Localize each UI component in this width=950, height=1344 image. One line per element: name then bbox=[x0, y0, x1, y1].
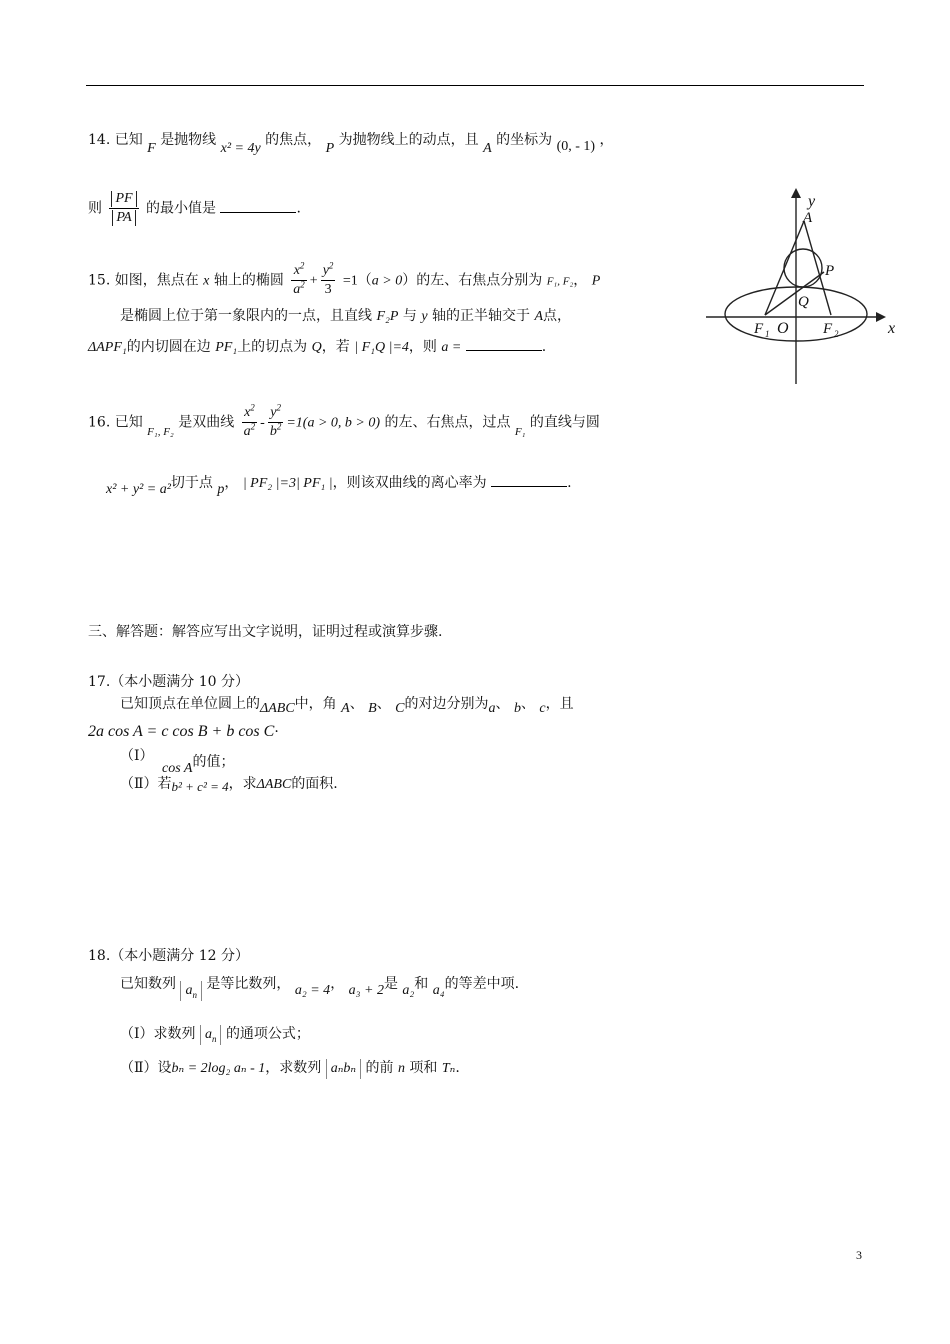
q18-line1 bbox=[120, 974, 520, 1000]
q15-foci: F₁, F₂ bbox=[546, 275, 574, 288]
q17-condition: b² + c² = 4 bbox=[171, 779, 229, 794]
q17-heading: 17.（本小题满分 10 分） bbox=[88, 674, 249, 690]
q16-eq: =1(a > 0, b > 0) bbox=[286, 415, 381, 431]
q18-a2-term: a₂ bbox=[402, 983, 415, 998]
q14-F: F bbox=[147, 141, 156, 156]
q17-part2-label: （Ⅱ）若 bbox=[120, 776, 172, 792]
q14-text: 的坐标为 bbox=[496, 132, 553, 148]
q18-seq-sub: n bbox=[211, 1033, 217, 1044]
label-F2: F bbox=[823, 321, 833, 337]
q16-text: 切于点 bbox=[170, 475, 213, 491]
q17-c: c bbox=[539, 701, 546, 716]
q18-n: n bbox=[397, 1061, 405, 1076]
label-F1: F bbox=[754, 321, 764, 337]
q14-text: 为抛物线上的动点，且 bbox=[338, 132, 479, 148]
label-P: P bbox=[825, 263, 835, 279]
q17-text: ，求 bbox=[228, 776, 257, 792]
q16-text: 的左、右焦点，过点 bbox=[384, 414, 511, 431]
q15-frac-x: $\frac{x^2}{a^2}$ bbox=[293, 260, 305, 297]
q16-line1: 16. 已知 $_{F_1, F_2}$ 是双曲线 $\frac{x^2}{a^2}$ - $\frac{y^2}{b^2}$ =1(a > 0, b > 0) 的左、右焦点，过点 $_{F_1}$ 的直线与圆 bbox=[88, 402, 600, 439]
q18-text: 和 bbox=[414, 976, 429, 992]
q17-triangle: ΔABC bbox=[260, 701, 295, 716]
q18-a4: a₄ bbox=[432, 983, 445, 998]
q18-text: 的通项公式； bbox=[225, 1026, 310, 1042]
q14-text: 则 bbox=[88, 200, 102, 217]
label-F1-sub: 1 bbox=[765, 329, 770, 339]
q15-period: . bbox=[541, 339, 547, 355]
q16-text: 是双曲线 bbox=[178, 414, 235, 431]
q17-text: 的面积. bbox=[291, 776, 338, 792]
q17-triangle: ΔABC bbox=[256, 777, 292, 792]
q18-comma: ， bbox=[330, 976, 345, 992]
x-arrow bbox=[876, 312, 886, 322]
q18-anbn: aₙbₙ bbox=[326, 1059, 361, 1079]
q18-a3: a₃ + 2 bbox=[348, 983, 384, 998]
header-rule bbox=[86, 85, 864, 86]
q15-text: 的内切圆在边 bbox=[126, 339, 211, 355]
q18-heading: 18.（本小题满分 12 分） bbox=[88, 948, 249, 964]
q15-text: 15. 如图，焦点在 bbox=[88, 272, 199, 289]
q17-b: b bbox=[513, 701, 521, 716]
q16-p: p bbox=[217, 482, 225, 497]
q17-a: a bbox=[488, 701, 496, 716]
q18-a2: a₂ = 4 bbox=[294, 983, 331, 998]
page-number: 3 bbox=[856, 1248, 862, 1262]
q14-parabola-eq: x² = 4y bbox=[220, 141, 261, 156]
q16-answer-blank[interactable] bbox=[491, 472, 567, 487]
q15-a: a = bbox=[441, 340, 462, 355]
q14-text: 的最小值是 bbox=[146, 200, 217, 217]
q15-cond: a > 0 bbox=[371, 273, 403, 289]
q15-eq: =1（ bbox=[342, 273, 372, 289]
q16-circle-eq: x² + y² = a² bbox=[106, 482, 171, 497]
q15-line2 bbox=[120, 306, 571, 327]
label-O: O bbox=[777, 320, 789, 337]
label-y: y bbox=[808, 193, 816, 210]
q16-cond: | PF₂ |=3| PF₁ | bbox=[242, 476, 333, 491]
q18-text: 已知数列 bbox=[120, 976, 176, 992]
q15-text: 是椭圆上位于第一象限内的一点，且直线 bbox=[120, 308, 372, 324]
q14-ratio bbox=[109, 190, 138, 227]
label-x: x bbox=[888, 320, 896, 337]
q15-triangle: ΔAPF₁ bbox=[88, 340, 127, 355]
q18-text: 是 bbox=[383, 976, 398, 992]
q14-text: 是抛物线 bbox=[160, 132, 217, 148]
q18-text: 是等比数列， bbox=[206, 976, 291, 992]
q18-text: 的前 bbox=[365, 1060, 394, 1076]
q15-A: A bbox=[534, 309, 544, 324]
q17-equation: 2a cos A = c cos B + b cos C bbox=[88, 723, 275, 740]
ellipse-figure bbox=[706, 188, 906, 388]
q17-part1-body bbox=[162, 752, 235, 776]
q16-text: ，则该双曲线的离心率为 bbox=[332, 475, 487, 491]
q15-text: 点， bbox=[543, 308, 572, 324]
q15-F2P: F₂P bbox=[376, 309, 399, 324]
q14-text: ， bbox=[599, 132, 614, 148]
q18-sequence bbox=[200, 1025, 222, 1045]
q15-x: x bbox=[203, 273, 210, 289]
q14-period: . bbox=[296, 200, 301, 217]
q14-P: P bbox=[325, 141, 335, 156]
q17-dot: · bbox=[274, 724, 279, 740]
q14-frac-den: PA bbox=[112, 210, 135, 226]
q16-line2 bbox=[106, 472, 572, 497]
q14-text: 的焦点， bbox=[265, 132, 322, 148]
q15-text: ，若 bbox=[321, 339, 350, 355]
q15-line3 bbox=[88, 336, 546, 358]
label-F2-sub: 2 bbox=[834, 329, 839, 339]
q14-A: A bbox=[483, 141, 492, 156]
q17-A: A bbox=[341, 701, 350, 716]
q17-text: ，且 bbox=[545, 696, 574, 712]
q15-text: 与 bbox=[402, 308, 417, 324]
q14-line2 bbox=[88, 190, 301, 227]
q15-F1Q: | F₁Q |=4 bbox=[354, 340, 409, 355]
q18-seq-a: a bbox=[204, 1027, 212, 1042]
label-Q: Q bbox=[798, 294, 809, 310]
q14-A-coords: (0, - 1) bbox=[556, 139, 596, 154]
q17-B: B bbox=[368, 701, 377, 716]
q18-part2-label: （Ⅱ）设 bbox=[120, 1060, 172, 1076]
q16-text: 的直线与圆 bbox=[529, 414, 600, 431]
q18-part2 bbox=[120, 1058, 460, 1079]
q18-bn-formula: bₙ = 2log₂ aₙ - 1 bbox=[171, 1061, 266, 1076]
q16-text: 16. 已知 bbox=[88, 414, 143, 431]
q17-text: 的对边分别为 bbox=[404, 696, 489, 712]
q15-PF1: PF₁ bbox=[215, 340, 238, 355]
q17-text: 的值； bbox=[192, 754, 235, 770]
q17-cosA: cos A bbox=[162, 761, 193, 776]
q18-seq-sub: n bbox=[192, 989, 197, 1000]
q15-y: y bbox=[421, 309, 428, 324]
q17-part1-label: （Ⅰ） bbox=[120, 748, 154, 764]
q18-text: ，求数列 bbox=[265, 1060, 322, 1076]
q15-Q: Q bbox=[311, 340, 322, 355]
section-3-heading: 三、解答题：解答应写出文字说明，证明过程或演算步骤. bbox=[88, 624, 443, 640]
q15-text: 上的切点为 bbox=[237, 339, 308, 355]
q16-frac-y: $\frac{y^2}{b^2}$ bbox=[269, 402, 282, 439]
q14-frac-num: PF bbox=[111, 191, 136, 207]
q16-frac-x: $\frac{x^2}{a^2}$ bbox=[243, 402, 256, 439]
label-A: A bbox=[803, 210, 813, 226]
q15-text: 轴的正半轴交于 bbox=[432, 308, 531, 324]
q16-F1: F₁ bbox=[514, 425, 526, 438]
q16-foci: F₁, F₂ bbox=[147, 425, 174, 438]
q17-sep: 、 bbox=[520, 696, 535, 712]
q18-seq-a: a bbox=[185, 983, 193, 998]
q17-part2 bbox=[120, 774, 338, 795]
q17-sep: 、 bbox=[495, 696, 510, 712]
y-arrow bbox=[791, 188, 801, 198]
q17-text: 中，角 bbox=[294, 696, 337, 712]
q15-frac-y: $\frac{y^2}{3}$ bbox=[322, 260, 334, 297]
q17-sep: 、 bbox=[376, 696, 391, 712]
q14-text: 14. 已知 bbox=[88, 132, 143, 148]
q15-P: P bbox=[591, 273, 601, 289]
q15-line1: 15. 如图，焦点在 x 轴上的椭圆 $\frac{x^2}{a^2}$ + $\frac{y^2}{3}$ =1（a > 0）的左、右焦点分别为 F₁, F₂， P bbox=[88, 260, 601, 297]
q15-text: ）的左、右焦点分别为 bbox=[402, 272, 543, 289]
q18-text: 项和 bbox=[409, 1060, 438, 1076]
q18-text: 的等差中项. bbox=[444, 976, 520, 992]
q15-answer-blank[interactable] bbox=[466, 336, 542, 351]
q18-part1 bbox=[120, 1024, 310, 1045]
q18-Tn: Tₙ bbox=[441, 1061, 456, 1076]
q17-line1 bbox=[120, 694, 574, 715]
q15-text: 轴上的椭圆 bbox=[213, 272, 284, 289]
q18-period: . bbox=[455, 1060, 460, 1076]
q15-text: ， bbox=[573, 272, 588, 289]
q17-text: 已知顶点在单位圆上的 bbox=[120, 696, 260, 712]
q17-line2 bbox=[88, 722, 279, 742]
q18-part1-label: （Ⅰ）求数列 bbox=[120, 1026, 196, 1042]
q17-C: C bbox=[395, 701, 405, 716]
q16-text: ， bbox=[224, 475, 239, 491]
q14-line1 bbox=[88, 130, 614, 156]
q16-period: . bbox=[567, 475, 572, 491]
q14-answer-blank[interactable] bbox=[220, 198, 296, 213]
q18-sequence bbox=[180, 981, 202, 1001]
q15-text: ，则 bbox=[408, 339, 437, 355]
q17-sep: 、 bbox=[349, 696, 364, 712]
q17-part1 bbox=[120, 746, 154, 766]
